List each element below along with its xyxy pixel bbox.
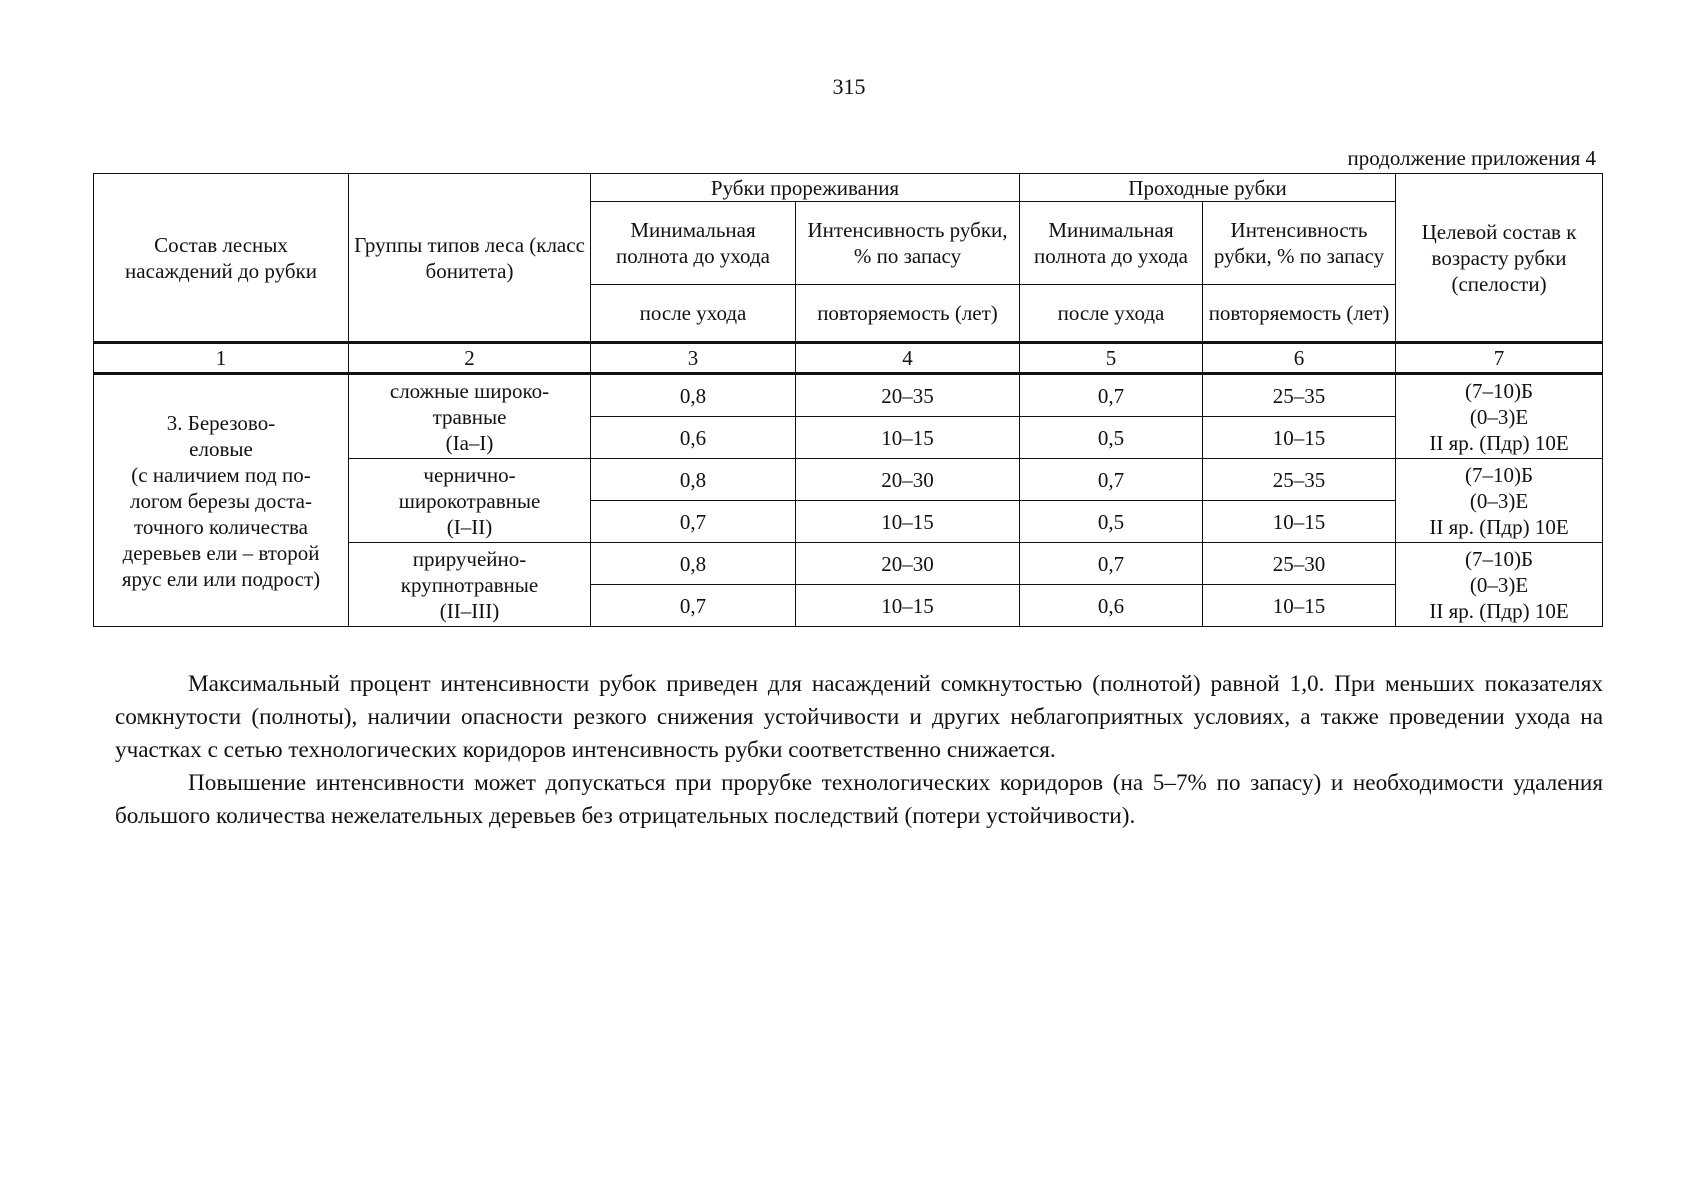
passage-density-cell: 0,7	[1020, 543, 1203, 585]
column-number: 3	[591, 343, 796, 374]
thinning-intensity-cell: 20–30	[796, 459, 1020, 501]
thinning-density-cell: 0,8	[591, 543, 796, 585]
paragraph: Максимальный процент интенсивности рубок приведен для насаждений сомкнутостью (полнотой) равной 1,0. При меньших показателях сомкнутости (полноты), наличии опасности резкого снижения устойчивости и других неблагоприятных условиях, а также проведении ухода на участках с сетью технологических коридоров интенсивность рубки соответственно снижается.	[115, 671, 1603, 763]
paragraph: Повышение интенсивности может допускаться при прорубке технологических коридоров (на 5–7% по запасу) и необходимости удаления большого количества нежелательных деревьев без отрицательных последствий (потери устойчивости).	[115, 770, 1603, 829]
forest-type-line: крупнотравные	[400, 572, 539, 597]
forest-type-line: травные	[432, 404, 507, 429]
after-care-density-cell: 0,6	[591, 417, 796, 459]
composition-line: (с наличием под по-	[131, 462, 311, 487]
forest-type-line: приручейно-	[412, 546, 527, 571]
column-number: 6	[1203, 343, 1396, 374]
after-care-density-cell: 0,6	[1020, 585, 1203, 627]
target-line: II яр. (Пдр) 10Е	[1429, 430, 1569, 455]
passage-intensity-cell: 25–30	[1203, 543, 1396, 585]
after-care-density-cell: 0,5	[1020, 417, 1203, 459]
column-number-row	[94, 343, 1603, 374]
thinning-density-cell: 0,8	[591, 459, 796, 501]
body-text	[115, 668, 1603, 833]
header-thinning-group: Рубки прореживания	[591, 174, 1020, 202]
forest-type-line: (I–II)	[446, 514, 493, 539]
column-number: 5	[1020, 343, 1203, 374]
forest-type-line: (Iа–I)	[445, 430, 494, 455]
column-number: 1	[94, 343, 349, 374]
forest-type-cell	[349, 459, 591, 543]
repeatability-cell: 10–15	[1203, 417, 1396, 459]
target-line: (7–10)Б	[1464, 378, 1534, 403]
forest-type-cell	[349, 543, 591, 627]
composition-line: логом березы доста-	[130, 488, 312, 513]
header-passage-min-density: Минимальная полнота до ухода	[1020, 202, 1203, 285]
composition-line: точного количества	[134, 514, 308, 539]
header-target-composition: Целевой состав к возрасту рубки (спелости)	[1396, 174, 1603, 343]
header-after-care: после ухода	[1020, 285, 1203, 343]
header-thinning-min-density: Минимальная полнота до ухода	[591, 202, 796, 285]
forest-type-line: сложные широко-	[389, 378, 550, 403]
forest-type-cell	[349, 374, 591, 459]
composition-cell	[94, 374, 349, 627]
target-composition-cell	[1396, 374, 1603, 459]
thinning-intensity-cell: 20–30	[796, 543, 1020, 585]
composition-line: еловые	[189, 436, 253, 461]
composition-line: деревьев ели – второй	[122, 540, 320, 565]
repeatability-cell: 10–15	[1203, 585, 1396, 627]
thinning-density-cell: 0,8	[591, 374, 796, 417]
forest-thinning-table	[93, 173, 1603, 627]
target-line: (0–3)Е	[1469, 404, 1529, 429]
passage-density-cell: 0,7	[1020, 374, 1203, 417]
header-thinning-intensity: Интенсивность рубки, % по запасу	[796, 202, 1020, 285]
target-line: (7–10)Б	[1464, 462, 1534, 487]
header-repeatability: повторяемость (лет)	[1203, 285, 1396, 343]
header-forest-types: Группы типов леса (класс бонитета)	[349, 174, 591, 343]
composition-line: 3. Березово-	[166, 410, 276, 435]
header-composition: Состав лесных насаждений до рубки	[94, 174, 349, 343]
page-number: 315	[832, 74, 866, 99]
repeatability-cell: 10–15	[796, 501, 1020, 543]
target-composition-cell	[1396, 459, 1603, 543]
after-care-density-cell: 0,7	[591, 501, 796, 543]
after-care-density-cell: 0,7	[591, 585, 796, 627]
repeatability-cell: 10–15	[1203, 501, 1396, 543]
header-passage-group: Проходные рубки	[1020, 174, 1396, 202]
table-row	[94, 374, 1603, 417]
forest-type-line: (II–III)	[439, 598, 500, 623]
column-number: 4	[796, 343, 1020, 374]
composition-line: ярус ели или подрост)	[121, 566, 321, 591]
target-line: II яр. (Пдр) 10Е	[1429, 598, 1569, 623]
repeatability-cell: 10–15	[796, 417, 1020, 459]
after-care-density-cell: 0,5	[1020, 501, 1203, 543]
column-number: 2	[349, 343, 591, 374]
target-composition-cell	[1396, 543, 1603, 627]
target-line: (0–3)Е	[1469, 488, 1529, 513]
forest-type-line: чернично-	[423, 462, 516, 487]
continuation-label: продолжение приложения 4	[1347, 146, 1596, 170]
target-line: II яр. (Пдр) 10Е	[1429, 514, 1569, 539]
target-line: (0–3)Е	[1469, 572, 1529, 597]
passage-density-cell: 0,7	[1020, 459, 1203, 501]
target-line: (7–10)Б	[1464, 546, 1534, 571]
passage-intensity-cell: 25–35	[1203, 459, 1396, 501]
passage-intensity-cell: 25–35	[1203, 374, 1396, 417]
header-repeatability: повторяемость (лет)	[796, 285, 1020, 343]
header-after-care: после ухода	[591, 285, 796, 343]
repeatability-cell: 10–15	[796, 585, 1020, 627]
forest-type-line: широкотравные	[398, 488, 541, 513]
thinning-intensity-cell: 20–35	[796, 374, 1020, 417]
header-passage-intensity: Интенсивность рубки, % по запасу	[1203, 202, 1396, 285]
column-number: 7	[1396, 343, 1603, 374]
